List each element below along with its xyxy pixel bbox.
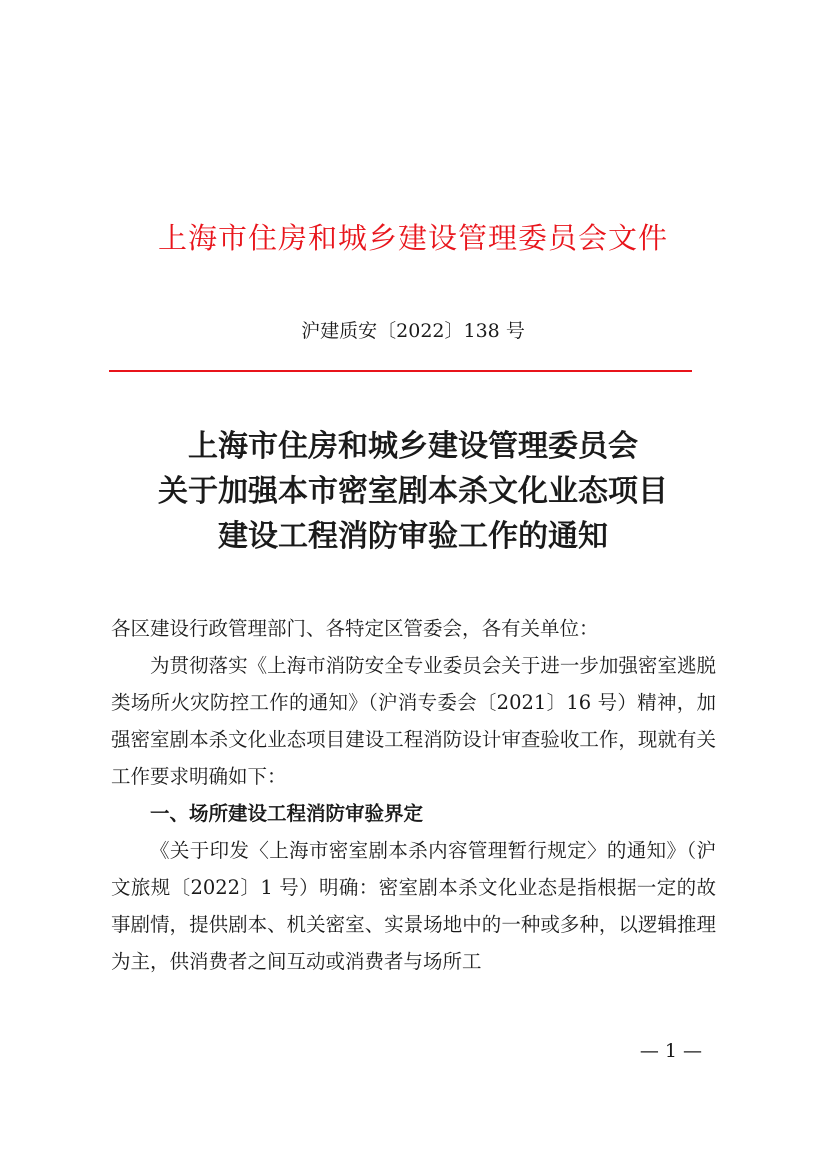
agency-header: 上海市住房和城乡建设管理委员会文件: [157, 221, 668, 255]
salutation: 各区建设行政管理部门、各特定区管委会，各有关单位：: [111, 617, 599, 640]
red-divider-line: [109, 370, 692, 372]
title-line-3: 建设工程消防审验工作的通知: [218, 519, 608, 554]
page-number: — 1 —: [639, 1040, 702, 1062]
section-heading-1: 一、场所建设工程消防审验界定: [150, 802, 424, 825]
title-line-1: 上海市住房和城乡建设管理委员会: [188, 429, 638, 464]
paragraph-definition: 《关于印发〈上海市密室剧本杀内容管理暂行规定〉的通知》（沪文旅规〔2022〕1 号）明确：密室剧本杀文化业态是指根据一定的故事剧情，提供剧本、机关密室、实景场地中的一种或多种，以逻辑推理为主，供消费者之间互动或消费者与场所工: [111, 839, 716, 973]
document-number: 沪建质安〔2022〕138 号: [301, 320, 525, 342]
document-title: [0, 424, 826, 559]
paragraph-intro: 为贯彻落实《上海市消防安全专业委员会关于进一步加强密室逃脱类场所火灾防控工作的通知》（沪消专委会〔2021〕16 号）精神，加强密室剧本杀文化业态项目建设工程消防设计审查验收工作，现就有关工作要求明确如下：: [111, 654, 716, 788]
title-line-2: 关于加强本市密室剧本杀文化业态项目: [158, 474, 668, 509]
document-body: [111, 610, 716, 980]
